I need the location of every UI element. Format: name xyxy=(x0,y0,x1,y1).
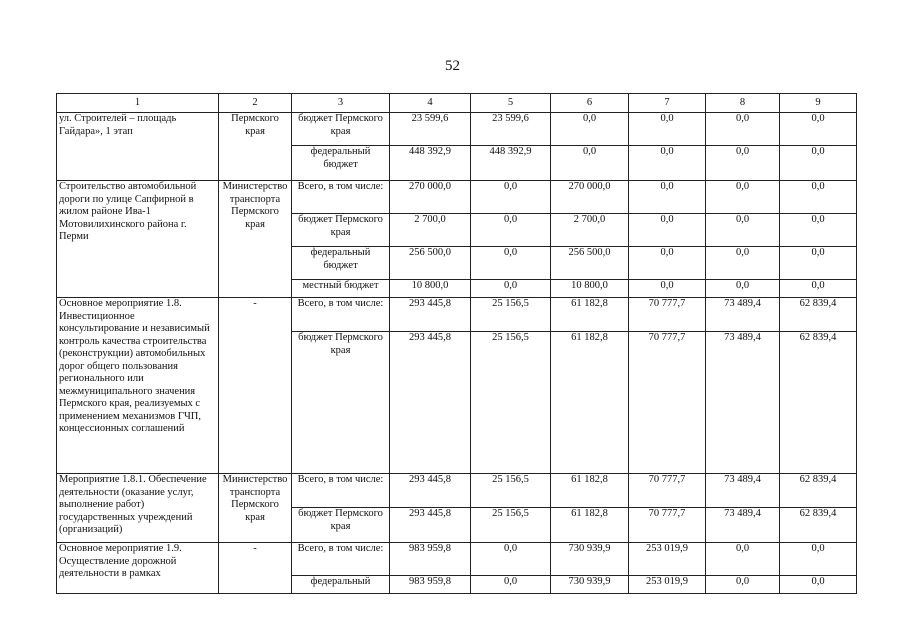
amount-cell: 0,0 xyxy=(551,146,629,181)
amount-cell: 23 599,6 xyxy=(471,113,551,146)
page-number: 52 xyxy=(445,58,460,74)
table-row xyxy=(57,543,857,576)
amount-cell: 0,0 xyxy=(706,113,780,146)
amount-cell: 730 939,9 xyxy=(551,576,629,594)
amount-cell: 2 700,0 xyxy=(390,214,471,247)
amount-cell: 0,0 xyxy=(629,247,706,280)
funding-source: Всего, в том числе: xyxy=(292,298,390,332)
amount-cell: 256 500,0 xyxy=(551,247,629,280)
funding-source: бюджет Пермского края xyxy=(292,332,390,474)
responsible-executor: Министерство транспорта Пермского края xyxy=(219,181,292,298)
amount-cell: 25 156,5 xyxy=(471,508,551,543)
amount-cell: 0,0 xyxy=(706,576,780,594)
amount-cell: 0,0 xyxy=(780,543,857,576)
funding-source: федеральный xyxy=(292,576,390,594)
table-row xyxy=(57,113,857,146)
budget-table xyxy=(56,93,857,594)
amount-cell: 256 500,0 xyxy=(390,247,471,280)
funding-source: Всего, в том числе: xyxy=(292,181,390,214)
column-number: 1 xyxy=(57,94,219,113)
amount-cell: 0,0 xyxy=(471,181,551,214)
amount-cell: 62 839,4 xyxy=(780,508,857,543)
amount-cell: 0,0 xyxy=(629,146,706,181)
column-number: 9 xyxy=(780,94,857,113)
amount-cell: 70 777,7 xyxy=(629,332,706,474)
amount-cell: 0,0 xyxy=(629,181,706,214)
amount-cell: 0,0 xyxy=(780,146,857,181)
funding-source: федеральный бюджет xyxy=(292,247,390,280)
amount-cell: 448 392,9 xyxy=(390,146,471,181)
column-number: 4 xyxy=(390,94,471,113)
amount-cell: 293 445,8 xyxy=(390,298,471,332)
funding-source: федеральный бюджет xyxy=(292,146,390,181)
amount-cell: 0,0 xyxy=(629,214,706,247)
funding-source: бюджет Пермского края xyxy=(292,214,390,247)
amount-cell: 10 800,0 xyxy=(390,280,471,298)
amount-cell: 0,0 xyxy=(551,113,629,146)
amount-cell: 0,0 xyxy=(780,247,857,280)
column-number: 7 xyxy=(629,94,706,113)
activity-name: Основное мероприятие 1.8. Инвестиционное консультирование и независимый контроль качества строительства (реконструкции) автомобильных дорог общего пользования регионального или межмуниципального значения Пермского края, реализуемых с применением механизмов ГЧП, концессионных соглашений xyxy=(57,298,219,474)
amount-cell: 10 800,0 xyxy=(551,280,629,298)
amount-cell: 62 839,4 xyxy=(780,298,857,332)
column-number: 5 xyxy=(471,94,551,113)
amount-cell: 61 182,8 xyxy=(551,508,629,543)
amount-cell: 253 019,9 xyxy=(629,576,706,594)
table-row xyxy=(57,298,857,332)
header-row xyxy=(57,94,857,113)
amount-cell: 0,0 xyxy=(471,576,551,594)
activity-name: Строительство автомобильной дороги по улице Сапфирной в жилом районе Ива-1 Мотовилихинского района г. Перми xyxy=(57,181,219,298)
amount-cell: 25 156,5 xyxy=(471,332,551,474)
amount-cell: 983 959,8 xyxy=(390,576,471,594)
amount-cell: 0,0 xyxy=(471,543,551,576)
table-row xyxy=(57,474,857,508)
amount-cell: 253 019,9 xyxy=(629,543,706,576)
amount-cell: 73 489,4 xyxy=(706,508,780,543)
amount-cell: 70 777,7 xyxy=(629,474,706,508)
column-number: 2 xyxy=(219,94,292,113)
amount-cell: 0,0 xyxy=(629,113,706,146)
amount-cell: 0,0 xyxy=(706,214,780,247)
amount-cell: 293 445,8 xyxy=(390,474,471,508)
amount-cell: 730 939,9 xyxy=(551,543,629,576)
responsible-executor: - xyxy=(219,298,292,474)
amount-cell: 0,0 xyxy=(780,181,857,214)
funding-source: Всего, в том числе: xyxy=(292,474,390,508)
table-row xyxy=(57,181,857,214)
amount-cell: 983 959,8 xyxy=(390,543,471,576)
amount-cell: 448 392,9 xyxy=(471,146,551,181)
activity-name: ул. Строителей – площадь Гайдара», 1 этап xyxy=(57,113,219,181)
amount-cell: 61 182,8 xyxy=(551,474,629,508)
amount-cell: 270 000,0 xyxy=(390,181,471,214)
amount-cell: 62 839,4 xyxy=(780,474,857,508)
column-number: 6 xyxy=(551,94,629,113)
amount-cell: 61 182,8 xyxy=(551,332,629,474)
amount-cell: 2 700,0 xyxy=(551,214,629,247)
funding-source: бюджет Пермского края xyxy=(292,113,390,146)
column-number: 3 xyxy=(292,94,390,113)
amount-cell: 25 156,5 xyxy=(471,298,551,332)
funding-source: бюджет Пермского края xyxy=(292,508,390,543)
amount-cell: 0,0 xyxy=(706,543,780,576)
amount-cell: 0,0 xyxy=(471,280,551,298)
amount-cell: 0,0 xyxy=(471,214,551,247)
amount-cell: 0,0 xyxy=(780,113,857,146)
amount-cell: 293 445,8 xyxy=(390,332,471,474)
amount-cell: 0,0 xyxy=(629,280,706,298)
amount-cell: 61 182,8 xyxy=(551,298,629,332)
amount-cell: 0,0 xyxy=(706,146,780,181)
funding-source: местный бюджет xyxy=(292,280,390,298)
activity-name: Основное мероприятие 1.9. Осуществление дорожной деятельности в рамках xyxy=(57,543,219,594)
funding-source: Всего, в том числе: xyxy=(292,543,390,576)
amount-cell: 0,0 xyxy=(706,280,780,298)
amount-cell: 73 489,4 xyxy=(706,298,780,332)
amount-cell: 70 777,7 xyxy=(629,298,706,332)
amount-cell: 0,0 xyxy=(780,576,857,594)
responsible-executor: Министерство транспорта Пермского края xyxy=(219,474,292,543)
amount-cell: 70 777,7 xyxy=(629,508,706,543)
amount-cell: 270 000,0 xyxy=(551,181,629,214)
amount-cell: 25 156,5 xyxy=(471,474,551,508)
column-number: 8 xyxy=(706,94,780,113)
responsible-executor: - xyxy=(219,543,292,594)
amount-cell: 73 489,4 xyxy=(706,474,780,508)
amount-cell: 73 489,4 xyxy=(706,332,780,474)
amount-cell: 0,0 xyxy=(780,214,857,247)
amount-cell: 0,0 xyxy=(780,280,857,298)
amount-cell: 23 599,6 xyxy=(390,113,471,146)
amount-cell: 0,0 xyxy=(706,181,780,214)
amount-cell: 0,0 xyxy=(471,247,551,280)
responsible-executor: Пермского края xyxy=(219,113,292,181)
amount-cell: 293 445,8 xyxy=(390,508,471,543)
amount-cell: 62 839,4 xyxy=(780,332,857,474)
amount-cell: 0,0 xyxy=(706,247,780,280)
activity-name: Мероприятие 1.8.1. Обеспечение деятельности (оказание услуг, выполнение работ) государственных учреждений (организаций) xyxy=(57,474,219,543)
